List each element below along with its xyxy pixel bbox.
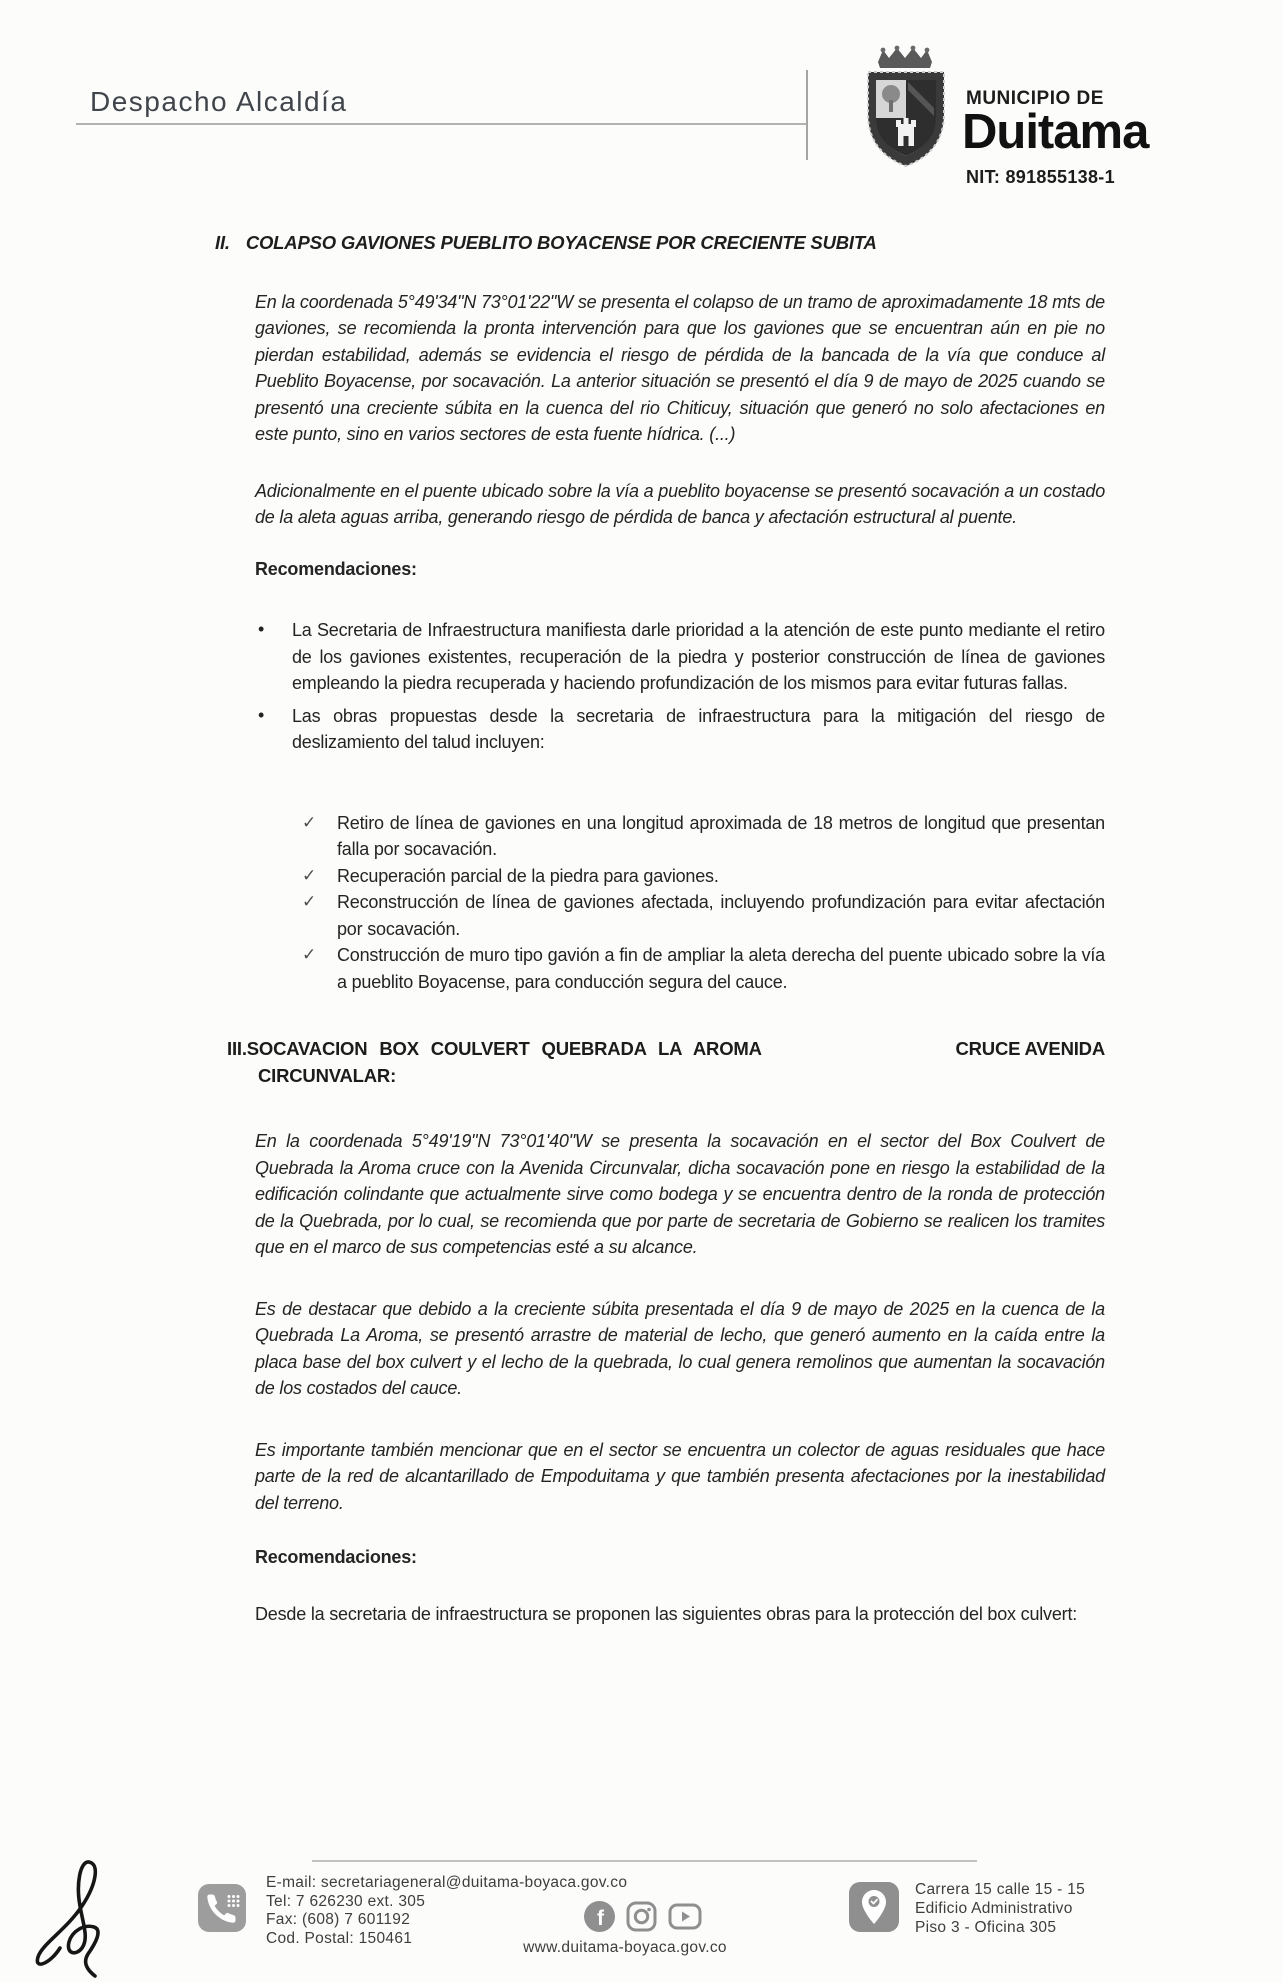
section-ii-heading [215, 230, 1105, 257]
check-icon: ✓ [302, 945, 317, 964]
section-ii-title: COLAPSO GAVIONES PUEBLITO BOYACENSE POR CRECIENTE SUBITA [245, 232, 877, 253]
list-item [255, 617, 1105, 697]
contact-tel: Tel: 7 626230 ext. 305 [266, 1892, 426, 1910]
location-pin-icon [849, 1882, 899, 1937]
section-iii-intro: Desde la secretaria de infraestructura se proponen las siguientes obras para la protección del box culvert: [255, 1603, 1078, 1624]
section-iii-heading [227, 1035, 1105, 1089]
contact-postal: Cod. Postal: 150461 [266, 1929, 413, 1947]
coat-of-arms-icon [860, 42, 952, 173]
check-text: Retiro de línea de gaviones en una longitud aproximada de 18 metros de longitud que presentan falla por socavación. [337, 812, 1105, 859]
list-item [255, 889, 1105, 942]
phone-icon [198, 1884, 246, 1937]
header-vertical-rule [806, 70, 808, 160]
address-line: Piso 3 - Oficina 305 [915, 1919, 1057, 1936]
list-item [255, 863, 1105, 890]
section-ii-paragraph-1: En la coordenada 5°49'34"N 73°01'22"W se presenta el colapso de un tramo de aproximadamente 18 mts de gaviones, se recomienda la pronta intervención para que los gaviones que se encuentran aún en pie no pierdan estabilidad, además se evidencia el riesgo de pérdida de la bancada de la vía que conduce al Pueblito Boyacense, por socavación. La anterior situación se presentó el día 9 de mayo de 2025 cuando se presentó una creciente súbita en la cuenca del rio Chiticuy, situación que generó no solo afectaciones en este punto, sino en varios sectores de esta fuente hídrica. (...) [255, 291, 1105, 444]
section-iii-heading-line2: CIRCUNVALAR: [258, 1065, 397, 1086]
check-icon: ✓ [302, 865, 317, 885]
section-iii-paragraph-3: Es importante también mencionar que en el sector se encuentra un colector de aguas residuales que hace parte de la red de alcantarillado de Empoduitama y que también presenta afectaciones por la inestabilidad del terreno. [255, 1439, 1105, 1513]
section-iii-heading-left: III.SOCAVACION BOX COULVERT QUEBRADA LA AROMA [227, 1038, 762, 1059]
list-item [255, 810, 1105, 863]
bullet-icon: • [258, 619, 265, 639]
section-ii-checklist [255, 810, 1105, 996]
facebook-icon [584, 1901, 615, 1937]
address-line: Edificio Administrativo [915, 1900, 1073, 1917]
document-body [215, 230, 1105, 1627]
instagram-icon [626, 1901, 657, 1937]
website-url: www.duitama-boyaca.gov.co [523, 1939, 727, 1956]
bullet-text: Las obras propuestas desde la secretaria de infraestructura para la mitigación del riesgo de deslizamiento del talud incluyen: [292, 705, 1105, 752]
municipality-nit: NIT: 891855138-1 [966, 167, 1115, 187]
social-icons [584, 1901, 702, 1937]
municipality-name: Duitama [962, 105, 1149, 159]
check-text: Reconstrucción de línea de gaviones afectada, incluyendo profundización para evitar afectación por socavación. [337, 892, 1105, 939]
section-ii-number: II. [215, 232, 230, 253]
contact-fax: Fax: (608) 7 601192 [266, 1911, 411, 1928]
check-text: Construcción de muro tipo gavión a fin de ampliar la aleta derecha del puente ubicado sobre la vía a pueblito Boyacense, para conducción segura del cauce. [337, 945, 1105, 992]
section-iii-heading-right: CRUCE AVENIDA [955, 1038, 1105, 1059]
header-rule [76, 123, 806, 125]
svg-text:f: f [597, 1907, 604, 1930]
signature [26, 1856, 141, 1982]
office-name: Despacho Alcaldía [90, 86, 348, 117]
contact-block [266, 1874, 627, 1948]
section-iii-recommendations-label: Recomendaciones: [255, 1547, 417, 1567]
section-iii-paragraph-1: En la coordenada 5°49'19"N 73°01'40"W se presenta la socavación en el sector del Box Coulvert de Quebrada la Aroma cruce con la Avenida Circunvalar, dicha socavación pone en riesgo la estabilidad de la edificación colindante que actualmente sirve como bodega y se encuentra dentro de la ronda de protección de la Quebrada, por lo cual, se recomienda que por parte de secretaria de Gobierno se realicen los tramites que en el marco de sus competencias esté a su alcance. [255, 1131, 1105, 1257]
section-ii-paragraph-2: Adicionalmente en el puente ubicado sobre la vía a pueblito boyacense se presentó socavación a un costado de la aleta aguas arriba, generando riesgo de pérdida de banca y afectación estructural al puente. [255, 480, 1105, 527]
list-item [255, 703, 1105, 756]
list-item [255, 942, 1105, 995]
address-block [915, 1880, 1085, 1937]
check-text: Recuperación parcial de la piedra para gaviones. [337, 865, 719, 886]
check-icon: ✓ [302, 812, 317, 832]
address-line: Carrera 15 calle 15 - 15 [915, 1881, 1086, 1898]
contact-email: E-mail: secretariageneral@duitama-boyaca.gov.co [266, 1874, 628, 1891]
section-ii-bullet-list [255, 617, 1105, 756]
bullet-icon: • [258, 704, 265, 725]
section-iii-paragraph-2: Es de destacar que debido a la creciente súbita presentada el día 9 de mayo de 2025 en la cuenca de la Quebrada La Aroma, se presentó arrastre de material de lecho, que generó aumento en la caída entre la placa base del box culvert y el lecho de la quebrada, lo cual genera remolinos que aumentan la socavación de los costados del cauce. [255, 1298, 1105, 1398]
youtube-icon [668, 1901, 702, 1937]
municipality-label: MUNICIPIO DE [966, 88, 1104, 109]
section-ii-recommendations-label: Recomendaciones: [255, 558, 417, 579]
footer-rule [312, 1860, 977, 1862]
check-icon: ✓ [302, 892, 317, 911]
bullet-text: La Secretaria de Infraestructura manifiesta darle prioridad a la atención de este punto mediante el retiro de los gaviones existentes, recuperación de la piedra y posterior construcción de línea de gaviones empleando la piedra recuperada y haciendo profundización de los mismos para evitar futuras fallas. [292, 620, 1105, 693]
